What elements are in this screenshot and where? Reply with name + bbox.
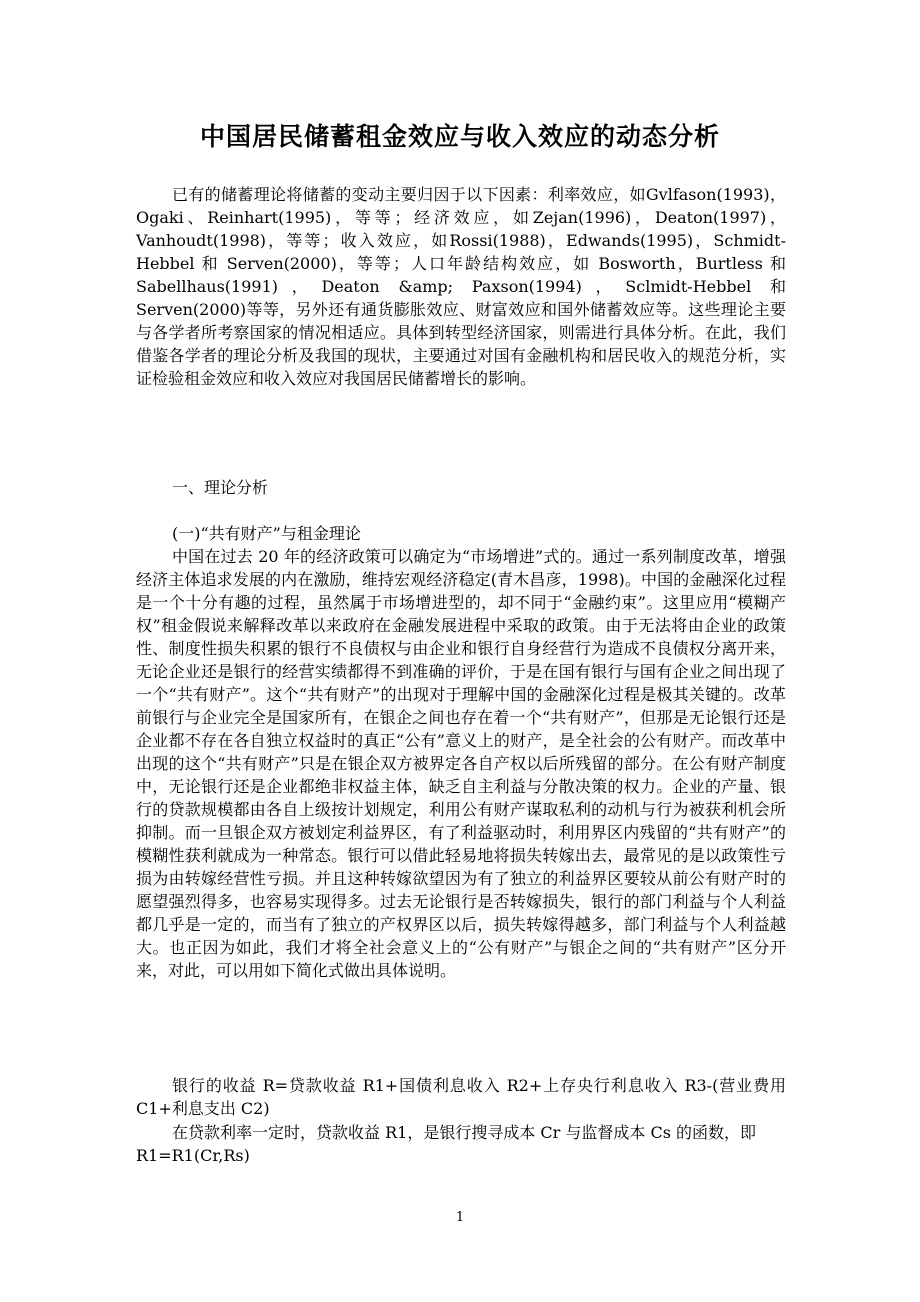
- body-paragraph: 中国在过去 20 年的经济政策可以确定为“市场增进”式的。通过一系列制度改革，增强经济主体追求发展的内在激励，维持宏观经济稳定(青木昌彦，1998)。中国的金融深化过程是一个十分有趣的过程，虽然属于市场增进型的，却不同于“金融约束”。这里应用“模糊产权”租金假说来解释改革以来政府在金融发展进程中采取的政策。由于无法将由企业的政策性、制度性损失积累的银行不良债权与由企业和银行自身经营行为造成不良债权分离开来，无论企业还是银行的经营实绩都得不到准确的评价，于是在国有银行与国有企业之间出现了一个“共有财产”。这个“共有财产”的出现对于理解中国的金融深化过程是极其关键的。改革前银行与企业完全是国家所有，在银企之间也存在着一个“共有财产”，但那是无论银行还是企业都不存在各自独立权益时的真正“公有”意义上的财产，是全社会的公有财产。而改革中出现的这个“共有财产”只是在银企双方被界定各自产权以后所残留的部分。在公有财产制度中，无论银行还是企业都绝非权益主体，缺乏自主利益与分散决策的权力。企业的产量、银行的贷款规模都由各自上级按计划规定，利用公有财产谋取私利的动机与行为被获利机会所抑制。而一旦银企双方被划定利益界区，有了利益驱动时，利用界区内残留的“共有财产”的模糊性获利就成为一种常态。银行可以借此轻易地将损失转嫁出去，最常见的是以政策性亏损为由转嫁经营性亏损。并且这种转嫁欲望因为有了独立的利益界区要较从前公有财产时的愿望强烈得多，也容易实现得多。过去无论银行是否转嫁损失，银行的部门利益与个人利益都几乎是一定的，而当有了独立的产权界区以后，损失转嫁得越多，部门利益与个人利益越大。也正因为如此，我们才将全社会意义上的“公有财产”与银企之间的“共有财产”区分开来，对此，可以用如下简化式做出具体说明。: [136, 547, 786, 980]
- subsection-heading: (一)“共有财产”与租金理论: [172, 524, 361, 543]
- intro-paragraph: 已有的储蓄理论将储蓄的变动主要归因于以下因素：利率效应，如Gvlfason(1993)，Ogaki、Reinhart(1995)，等等；经济效应，如Zejan(1996)，Deaton(1997)，Vanhoudt(1998)，等等；收入效应，如Rossi(1988)，Edwands(1995)，Schmidt-Hebbel 和 Serven(2000)，等等；人口年龄结构效应，如 Bosworth，Burtless 和 Sabellhaus(1991)，Deaton &amp; Paxson(1994)，Sclmidt-Hebbel 和 Serven(2000)等等，另外还有通货膨胀效应、财富效应和国外储蓄效应等。这些理论主要与各学者所考察国家的情况相适应。具体到转型经济国家，则需进行具体分析。在此，我们借鉴各学者的理论分析及我国的现状，主要通过对国有金融机构和居民收入的规范分析，实证检验租金效应和收入效应对我国居民储蓄增长的影响。: [136, 185, 786, 388]
- page-number: 1: [455, 1210, 465, 1225]
- formula-paragraph: 银行的收益 R=贷款收益 R1+国债利息收入 R2+上存央行利息收入 R3-(营业费用 C1+利息支出 C2): [136, 1076, 786, 1118]
- section-heading: 一、理论分析: [172, 478, 269, 497]
- formula-paragraph: 在贷款利率一定时，贷款收益 R1，是银行搜寻成本 Cr 与监督成本 Cs 的函数，即 R1=R1(Cr,Rs): [136, 1123, 757, 1165]
- document-title: 中国居民储蓄租金效应与收入效应的动态分析: [199, 122, 720, 151]
